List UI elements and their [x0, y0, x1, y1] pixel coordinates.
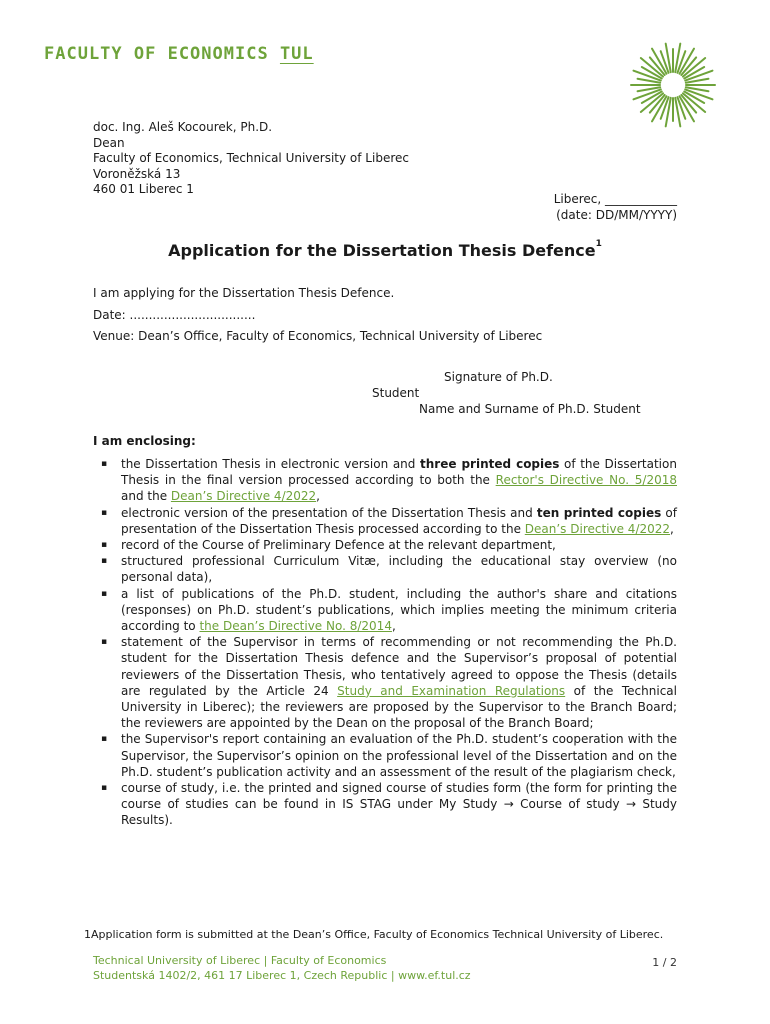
footer-institution: Technical University of Liberec | Faculty of Economics [93, 954, 387, 967]
enclosures-list [93, 456, 677, 829]
addressee-street: Voroněžská 13 [93, 166, 181, 181]
list-item [93, 456, 677, 505]
footnote-text: Application form is submitted at the Dean’s Office, Faculty of Economics Technical University of Liberec. [91, 928, 664, 941]
signature-label-cont: Student [372, 386, 420, 400]
item-text: course of study, i.e. the printed and signed course of studies form (the form for printing the course of studies can be found in IS STAG under My Study → Course of study → Study Results). [121, 781, 677, 828]
dean-directive-8-2014-link[interactable]: the Dean’s Directive No. 8/2014 [199, 619, 392, 634]
addressee-city: 460 01 Liberec 1 [93, 182, 194, 196]
item-text: electronic version of the presentation of the Dissertation Thesis and [121, 505, 537, 520]
logo-tul: TUL [279, 44, 314, 64]
footnote [84, 928, 674, 942]
addressee-block [93, 120, 409, 198]
date-format-hint: (date: DD/MM/YYYY) [556, 207, 677, 222]
enclosing-heading: I am enclosing: [93, 434, 196, 448]
item-text: , [316, 489, 320, 504]
signature-label: Signature of Ph.D. [444, 370, 553, 384]
page-footer [93, 954, 471, 983]
bullet-icon: ▪ [101, 540, 108, 551]
list-item [93, 780, 677, 829]
venue-line: Venue: Dean’s Office, Faculty of Economics, Technical University of Liberec [93, 329, 543, 343]
item-text: the Dissertation Thesis in electronic version and [121, 457, 421, 471]
applying-statement: I am applying for the Dissertation Thesis Defence. [93, 286, 395, 300]
date-field: Date: ................................. [93, 308, 256, 322]
rector-directive-link[interactable]: Rector's Directive No. 5/2018 [495, 473, 677, 488]
radiant-burst-icon [628, 40, 718, 130]
bullet-icon: ▪ [101, 556, 108, 567]
page-number: 1 / 2 [652, 956, 677, 969]
addressee-name: doc. Ing. Aleš Kocourek, Ph.D. [93, 120, 273, 134]
footer-address: Studentská 1402/2, 461 17 Liberec 1, Czech Republic | www.ef.tul.cz [93, 968, 471, 982]
list-item [93, 634, 677, 731]
list-item [93, 553, 677, 585]
item-text: of presentation of the Dissertation Thesis processed according to the [121, 505, 677, 536]
bullet-icon: ▪ [101, 637, 108, 648]
item-text: and the [121, 489, 171, 504]
dean-directive-link-2[interactable]: Dean’s Directive 4/2022 [524, 521, 671, 536]
logo-text: FACULTY OF ECONOMICS [44, 44, 280, 64]
item-text: the Supervisor's report containing an evaluation of the Ph.D. student’s cooperation with the Supervisor, the Supervisor’s opinion on the professional level of the Dissertation and on the Ph.D. student’s publication activity and an assessment of the result of the plagiarism check, [121, 732, 677, 779]
addressee-faculty: Faculty of Economics, Technical University of Liberec [93, 151, 409, 165]
study-regulations-link[interactable]: Study and Examination Regulations [337, 683, 566, 698]
item-text: , [391, 619, 396, 634]
item-text: a list of publications of the Ph.D. student, including the author's share and citations (responses) on Ph.D. student’s publications, which implies meeting the minimum criteria according to [121, 586, 677, 634]
list-item [93, 537, 677, 553]
list-item [93, 586, 677, 635]
bullet-icon: ▪ [101, 783, 108, 794]
bullet-icon: ▪ [101, 459, 108, 469]
dean-directive-link[interactable]: Dean’s Directive 4/2022 [170, 489, 317, 504]
bullet-icon: ▪ [101, 734, 108, 745]
item-bold: three printed copies [420, 457, 560, 471]
item-text: of the Dissertation Thesis in the final version processed according to both the [121, 457, 677, 488]
list-item [93, 731, 677, 780]
title-footnote-ref: 1 [595, 239, 602, 249]
footnote-number: 1 [84, 928, 91, 941]
title-text: Application for the Dissertation Thesis Defence [168, 241, 596, 260]
item-text: record of the Course of Preliminary Defence at the relevant department, [121, 538, 556, 553]
item-bold: ten printed copies [536, 505, 662, 520]
place-field: Liberec, ____________ [553, 192, 677, 206]
bullet-icon: ▪ [101, 588, 108, 599]
item-text: structured professional Curriculum Vitæ, including the educational stay overview (no personal data), [121, 554, 677, 585]
item-text: of the Technical University in Liberec); the reviewers are proposed by the Supervisor to the Branch Board; the reviewers are appointed by the Dean on the proposal of the Branch Board; [121, 683, 677, 731]
bullet-icon: ▪ [101, 507, 108, 518]
student-name-label: Name and Surname of Ph.D. Student [419, 402, 641, 416]
item-text: statement of the Supervisor in terms of recommending or not recommending the Ph.D. student for the Dissertation Thesis defence and the Supervisor’s proposal of potential reviewers of the Dissertation Thesis, who tentatively agreed to oppose the Thesis (details are regulated by the Article 24 [121, 635, 677, 698]
faculty-logo [44, 44, 314, 64]
place-date-block [554, 192, 677, 223]
page-title [0, 241, 770, 260]
item-text: , [670, 521, 674, 536]
addressee-role: Dean [93, 135, 125, 150]
list-item [93, 505, 677, 537]
